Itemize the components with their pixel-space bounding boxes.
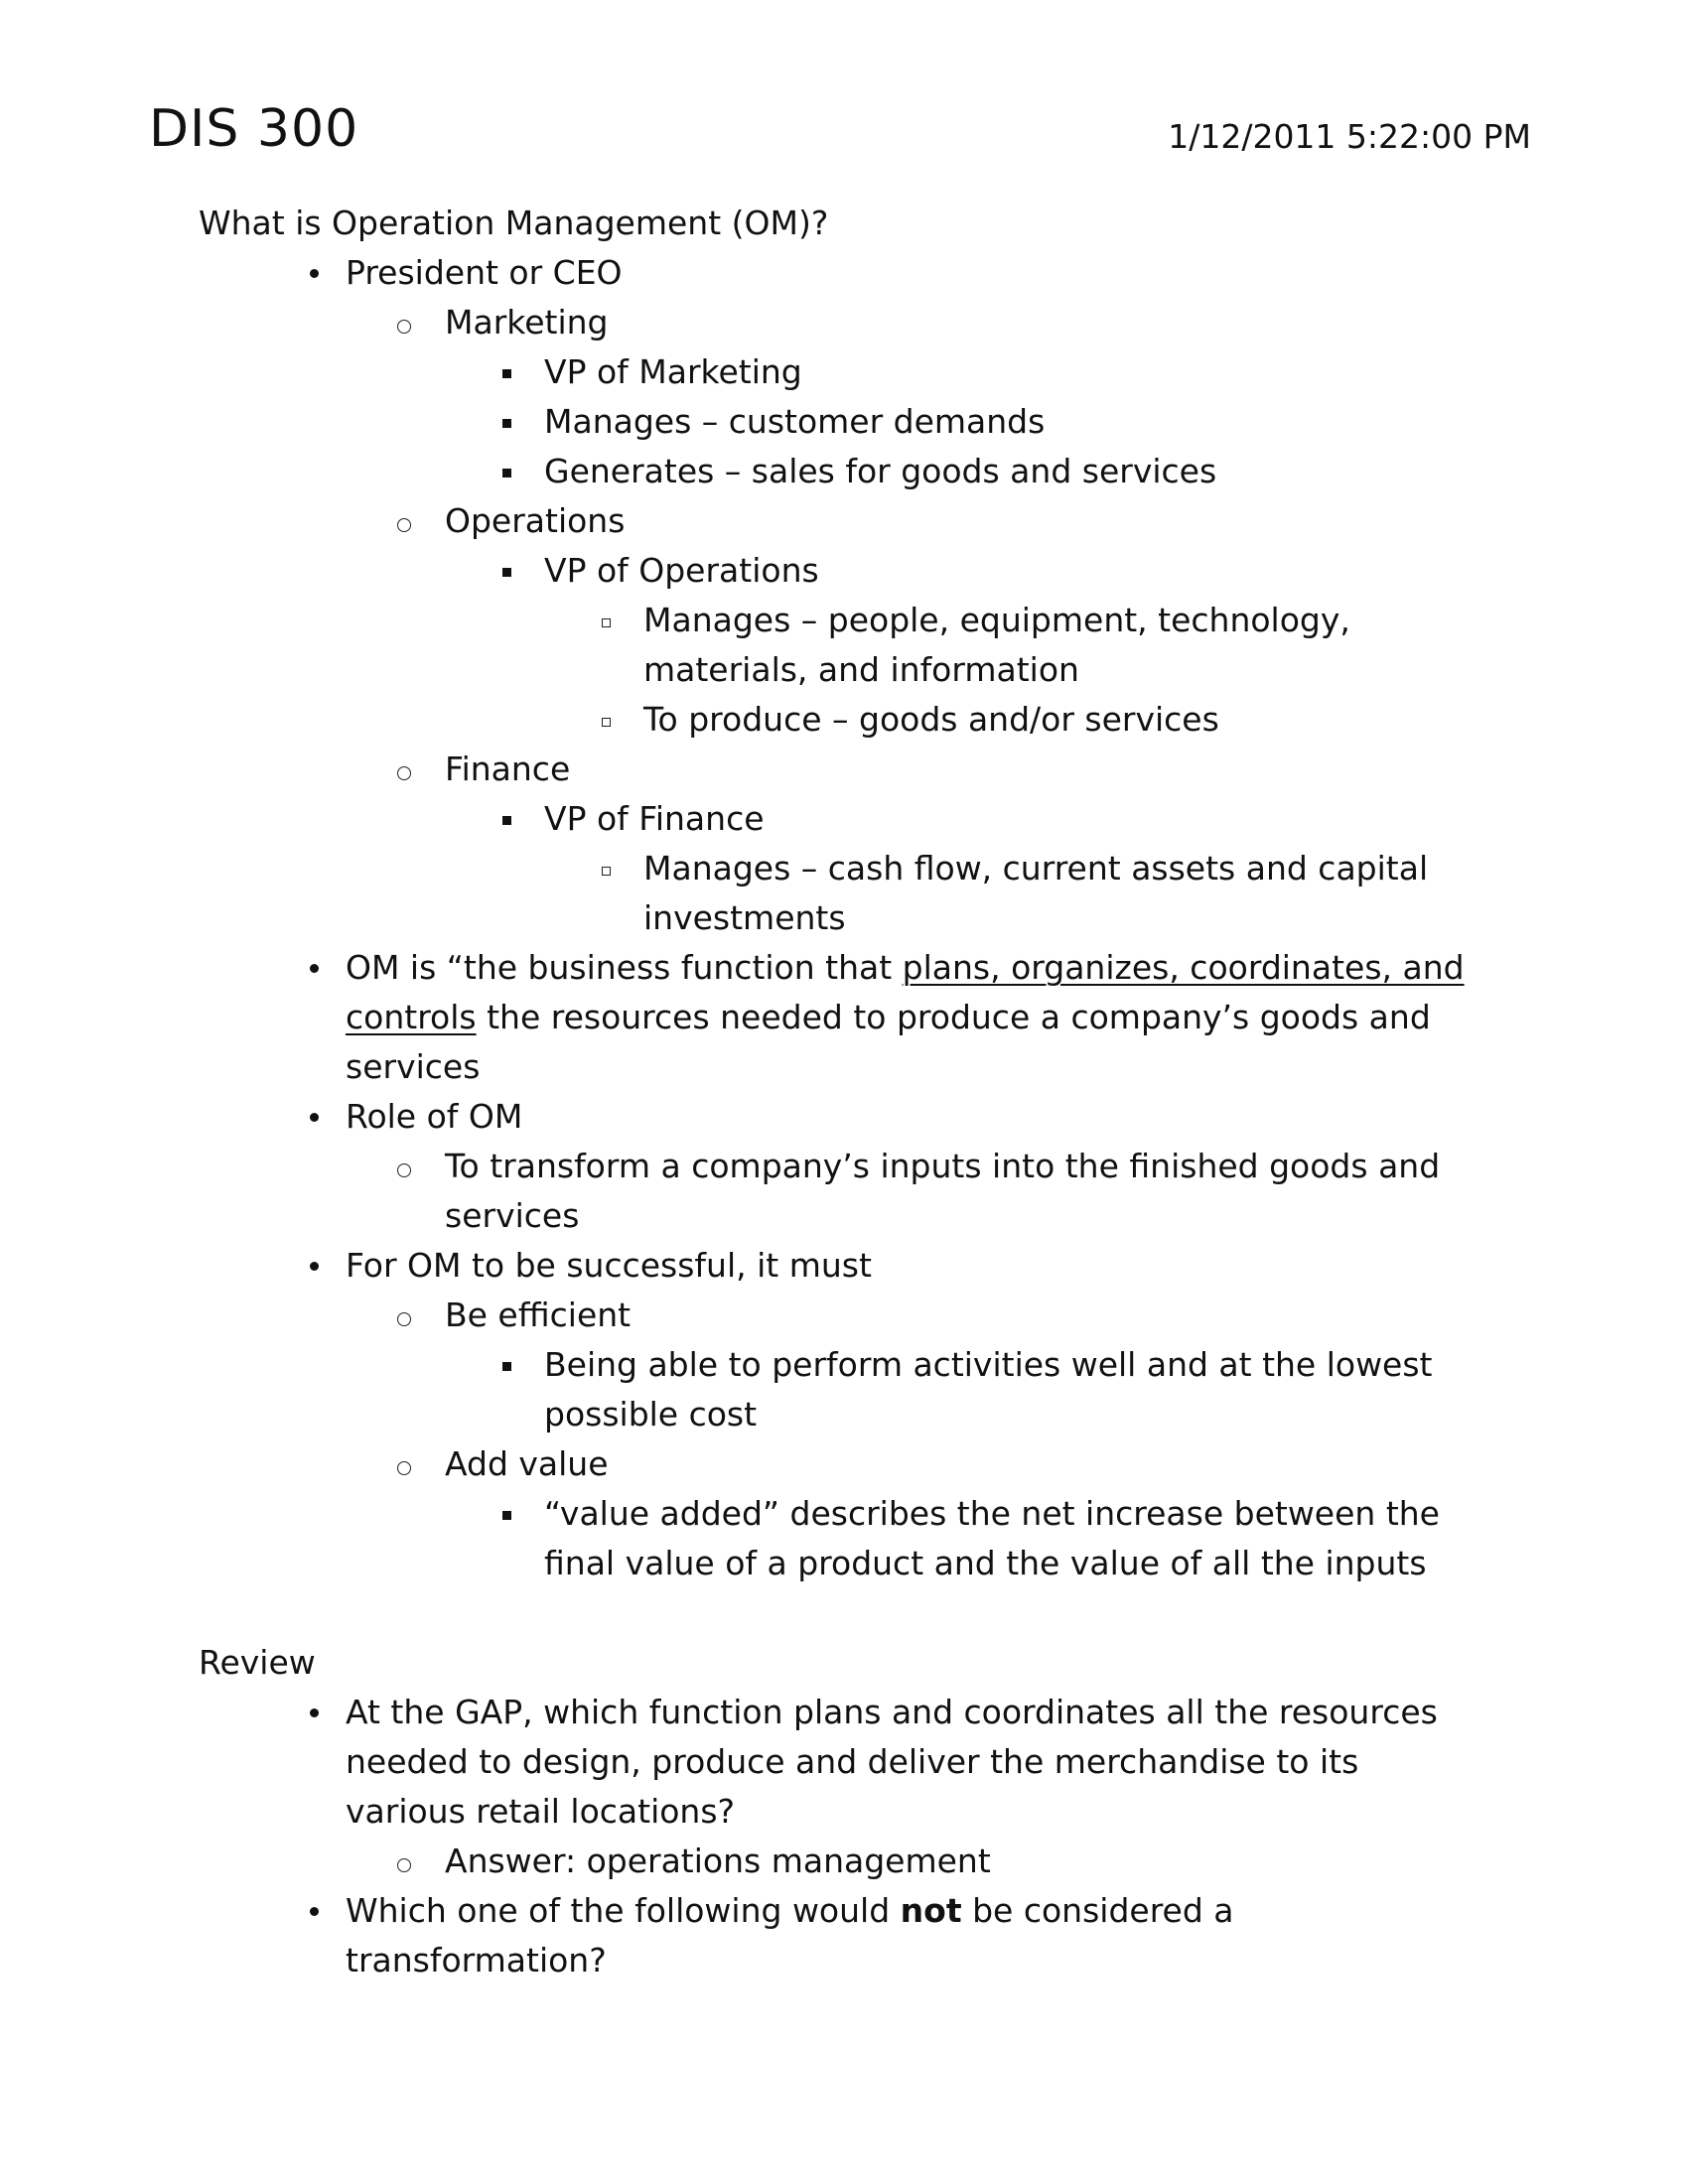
list-item-om-definition [346,943,1487,1092]
list-item-text: VP of Marketing [544,352,802,391]
list-item-review-q2 [346,1886,1487,1985]
list-item-text: Manages – customer demands [544,402,1046,441]
list-item-text: Operations [445,501,626,540]
list-item-text: Marketing [445,303,609,341]
bullet-dot-icon [298,943,338,993]
list-item-text: Manages – cash flow, current assets and capital investments [643,849,1429,937]
list-item-review-q1 [346,1688,1487,1837]
list-item-text: To produce – goods and/or services [643,700,1219,739]
list-item-add-value-detail [544,1489,1487,1588]
list-item-marketing-generates [544,447,1487,496]
list-item-role [346,1092,1487,1142]
list-item-text: Manages – people, equipment, technology, materials, and information [643,601,1350,689]
list-item-vp-finance [544,794,1487,844]
list-item-finance [445,745,1487,794]
list-item-text: Generates – sales for goods and services [544,452,1217,490]
list-item-text: VP of Operations [544,551,819,590]
bullet-square-icon [500,794,540,844]
bullet-square-icon [500,1340,540,1390]
bullet-square-icon [500,546,540,596]
list-item-marketing [445,298,1487,347]
list-item-vp-operations [544,546,1487,596]
list-item-text: VP of Finance [544,799,765,838]
list-item-text: Role of OM [346,1097,523,1136]
definition-suffix: the resources needed to produce a company’s goods and services [346,998,1431,1086]
bullet-open-square-icon [600,596,639,645]
bullet-circle-icon [397,745,437,794]
bullet-dot-icon [298,1688,338,1737]
list-item-text: Finance [445,750,571,788]
bullet-dot-icon [298,1241,338,1291]
list-item-text: Add value [445,1444,609,1483]
list-item-vp-marketing [544,347,1487,397]
list-item-success [346,1241,1487,1291]
list-item-text: Being able to perform activities well and at the lowest possible cost [544,1345,1433,1433]
list-item-review-q1-answer [445,1837,1487,1886]
definition-prefix: OM is “the business function that [346,948,903,987]
bullet-circle-icon [397,1837,437,1886]
bullet-dot-icon [298,1886,338,1936]
section-heading-review: Review [199,1643,316,1682]
timestamp: 1/12/2011 5:22:00 PM [1168,117,1531,156]
list-item-text: To transform a company’s inputs into the finished goods and services [445,1147,1441,1235]
list-item-text: At the GAP, which function plans and coordinates all the resources needed to design, produce and deliver the merchandise to its various retail locations? [346,1693,1438,1831]
list-item-text: For OM to be successful, it must [346,1246,872,1285]
bullet-square-icon [500,1489,540,1539]
definition-underlined: plans, organizes, coordinates, and controls [346,948,1465,1036]
list-item-text: President or CEO [346,253,623,292]
bullet-square-icon [500,397,540,447]
notes-body [0,199,1688,1985]
list-item-president [346,248,1487,298]
bullet-square-icon [500,347,540,397]
bullet-open-square-icon [600,695,639,745]
bullet-dot-icon [298,1092,338,1142]
list-item-text: Be efficient [445,1296,632,1334]
course-title: DIS 300 [149,99,359,159]
bullet-dot-icon [298,248,338,298]
q2-bold: not [900,1891,962,1930]
bullet-open-square-icon [600,844,639,893]
bullet-square-icon [500,447,540,496]
list-item-role-detail [445,1142,1487,1241]
list-item-marketing-manages [544,397,1487,447]
section-heading-om: What is Operation Management (OM)? [199,204,829,242]
bullet-circle-icon [397,496,437,546]
list-item-text: “value added” describes the net increase between the final value of a product and the value of all the inputs [544,1494,1440,1582]
list-item-operations-manages [643,596,1487,695]
spacer [0,1588,1688,1638]
bullet-circle-icon [397,1142,437,1191]
bullet-circle-icon [397,1291,437,1340]
bullet-circle-icon [397,298,437,347]
list-item-operations-produce [643,695,1487,745]
list-item-finance-manages [643,844,1487,943]
list-item-add-value [445,1439,1487,1489]
list-item-efficient-detail [544,1340,1487,1439]
q2-suffix: be considered a transformation? [346,1891,1234,1979]
q2-prefix: Which one of the following would [346,1891,901,1930]
list-item-text: Answer: operations management [445,1842,991,1880]
list-item-efficient [445,1291,1487,1340]
bullet-circle-icon [397,1439,437,1489]
list-item-operations [445,496,1487,546]
